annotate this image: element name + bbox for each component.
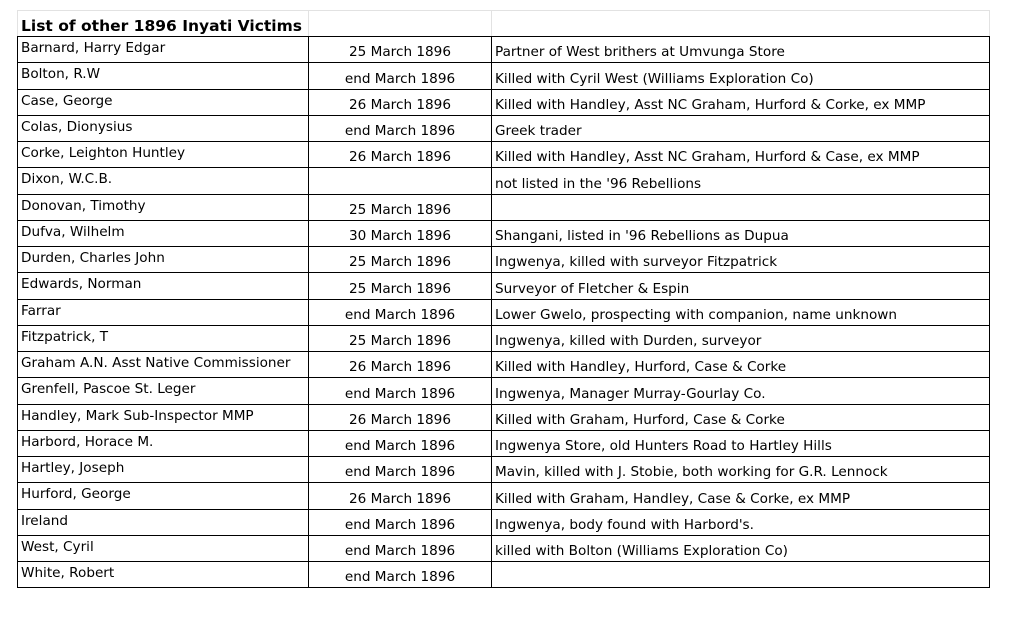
note-cell: Killed with Graham, Handley, Case & Corke, ex MMP [492, 483, 990, 509]
death-date-cell: 30 March 1896 [309, 220, 492, 246]
victim-name-cell: Case, George [18, 89, 309, 115]
victim-name-cell: Bolton, R.W [18, 63, 309, 89]
death-date-cell: 26 March 1896 [309, 89, 492, 115]
table-row [18, 273, 990, 299]
death-date-cell: 25 March 1896 [309, 273, 492, 299]
note-cell: Killed with Graham, Hurford, Case & Corke [492, 404, 990, 430]
table-row [18, 325, 990, 351]
victim-name-cell: Graham A.N. Asst Native Commissioner [18, 352, 309, 378]
note-cell: Partner of West brithers at Umvunga Store [492, 37, 990, 63]
victim-name-cell: Handley, Mark Sub-Inspector MMP [18, 404, 309, 430]
table-row [18, 89, 990, 115]
table-row [18, 457, 990, 483]
note-cell: Killed with Cyril West (Williams Exploration Co) [492, 63, 990, 89]
title-row-empty-cell [309, 11, 492, 37]
death-date-cell: 25 March 1896 [309, 247, 492, 273]
note-cell [492, 562, 990, 588]
note-cell: not listed in the '96 Rebellions [492, 168, 990, 194]
note-cell: Ingwenya, body found with Harbord's. [492, 509, 990, 535]
victim-name-cell: Dufva, Wilhelm [18, 220, 309, 246]
table-row [18, 63, 990, 89]
note-cell: Killed with Handley, Asst NC Graham, Hurford & Corke, ex MMP [492, 89, 990, 115]
victim-name-cell: Edwards, Norman [18, 273, 309, 299]
death-date-cell: 25 March 1896 [309, 325, 492, 351]
victim-name-cell: Hartley, Joseph [18, 457, 309, 483]
death-date-cell: end March 1896 [309, 562, 492, 588]
victim-name-cell: Hurford, George [18, 483, 309, 509]
table-row [18, 299, 990, 325]
victim-name-cell: Durden, Charles John [18, 247, 309, 273]
table-row [18, 352, 990, 378]
table-row [18, 194, 990, 220]
note-cell: Ingwenya Store, old Hunters Road to Hartley Hills [492, 430, 990, 456]
table-row [18, 168, 990, 194]
victims-table-body [18, 11, 990, 588]
death-date-cell: 26 March 1896 [309, 142, 492, 168]
note-cell [492, 194, 990, 220]
note-cell: Ingwenya, killed with Durden, surveyor [492, 325, 990, 351]
death-date-cell: end March 1896 [309, 535, 492, 561]
victim-name-cell: Farrar [18, 299, 309, 325]
table-row [18, 37, 990, 63]
death-date-cell: end March 1896 [309, 115, 492, 141]
victim-name-cell: Harbord, Horace M. [18, 430, 309, 456]
victim-name-cell: Colas, Dionysius [18, 115, 309, 141]
death-date-cell: end March 1896 [309, 299, 492, 325]
title-row-empty-cell [492, 11, 990, 37]
table-row [18, 378, 990, 404]
table-row [18, 404, 990, 430]
table-row [18, 247, 990, 273]
death-date-cell: 26 March 1896 [309, 483, 492, 509]
table-row [18, 220, 990, 246]
death-date-cell: 25 March 1896 [309, 194, 492, 220]
table-title: List of other 1896 Inyati Victims [18, 11, 309, 37]
note-cell: Lower Gwelo, prospecting with companion, name unknown [492, 299, 990, 325]
note-cell: Greek trader [492, 115, 990, 141]
death-date-cell: 25 March 1896 [309, 37, 492, 63]
note-cell: Mavin, killed with J. Stobie, both working for G.R. Lennock [492, 457, 990, 483]
victim-name-cell: Corke, Leighton Huntley [18, 142, 309, 168]
note-cell: Surveyor of Fletcher & Espin [492, 273, 990, 299]
table-row [18, 483, 990, 509]
victims-table [17, 10, 990, 588]
table-row [18, 142, 990, 168]
victim-name-cell: West, Cyril [18, 535, 309, 561]
table-row [18, 535, 990, 561]
victim-name-cell: Donovan, Timothy [18, 194, 309, 220]
title-row [18, 11, 990, 37]
victim-name-cell: Dixon, W.C.B. [18, 168, 309, 194]
note-cell: Ingwenya, killed with surveyor Fitzpatrick [492, 247, 990, 273]
note-cell: killed with Bolton (Williams Exploration Co) [492, 535, 990, 561]
death-date-cell: end March 1896 [309, 457, 492, 483]
death-date-cell [309, 168, 492, 194]
death-date-cell: 26 March 1896 [309, 404, 492, 430]
table-row [18, 562, 990, 588]
death-date-cell: end March 1896 [309, 509, 492, 535]
victim-name-cell: Fitzpatrick, T [18, 325, 309, 351]
table-row [18, 509, 990, 535]
death-date-cell: 26 March 1896 [309, 352, 492, 378]
note-cell: Ingwenya, Manager Murray-Gourlay Co. [492, 378, 990, 404]
note-cell: Shangani, listed in '96 Rebellions as Dupua [492, 220, 990, 246]
note-cell: Killed with Handley, Asst NC Graham, Hurford & Case, ex MMP [492, 142, 990, 168]
death-date-cell: end March 1896 [309, 430, 492, 456]
victim-name-cell: White, Robert [18, 562, 309, 588]
victim-name-cell: Ireland [18, 509, 309, 535]
death-date-cell: end March 1896 [309, 378, 492, 404]
note-cell: Killed with Handley, Hurford, Case & Corke [492, 352, 990, 378]
victim-name-cell: Barnard, Harry Edgar [18, 37, 309, 63]
victim-name-cell: Grenfell, Pascoe St. Leger [18, 378, 309, 404]
table-row [18, 430, 990, 456]
death-date-cell: end March 1896 [309, 63, 492, 89]
table-row [18, 115, 990, 141]
